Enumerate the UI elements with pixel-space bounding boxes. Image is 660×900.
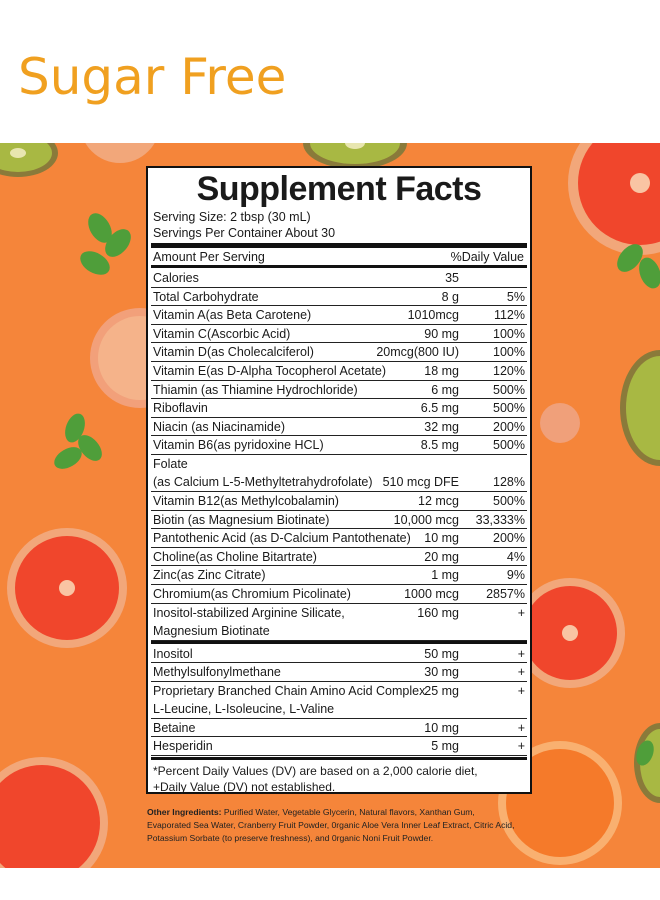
- nutrient-name: Pantothenic Acid (as D-Calcium Pantothenate): [153, 531, 411, 546]
- table-row: [151, 455, 527, 492]
- table-row: [151, 663, 527, 682]
- nutrient-name-detail: Magnesium Biotinate: [153, 623, 270, 638]
- nutrient-name: Vitamin B6(as pyridoxine HCL): [153, 438, 324, 453]
- grapefruit-slice-icon: [568, 143, 660, 255]
- nutrient-amount: 10 mg: [424, 531, 459, 546]
- nutrient-amount: 1010mcg: [407, 308, 459, 323]
- nutrient-dv: +: [517, 720, 525, 735]
- supplement-facts-panel: [146, 166, 532, 794]
- headline: Sugar Free: [18, 48, 287, 106]
- nutrient-dv: +: [517, 683, 525, 698]
- table-row: [151, 645, 527, 664]
- nutrient-dv: +: [517, 605, 525, 620]
- table-row: [151, 269, 527, 288]
- thick-rule: [151, 641, 527, 644]
- nutrient-amount: 10 mg: [424, 720, 459, 735]
- nutrient-amount: 20 mg: [424, 549, 459, 564]
- table-row: [151, 566, 527, 585]
- nutrient-name: Hesperidin: [153, 739, 213, 754]
- table-row: [151, 604, 527, 641]
- table-row: [151, 737, 527, 756]
- nutrient-dv: 100%: [493, 326, 525, 341]
- nutrient-amount: 10,000 mcg: [393, 512, 459, 527]
- nutrient-name-detail: (as Calcium L-5-Methyltetrahydrofolate): [153, 475, 373, 489]
- mint-leaf-icon: [76, 209, 136, 280]
- nutrient-amount: 18 mg: [424, 364, 459, 378]
- nutrient-dv: 9%: [506, 568, 525, 583]
- nutrient-dv: 500%: [493, 382, 525, 397]
- nutrient-name: Calories: [153, 271, 199, 285]
- servings-per-container: Servings Per Container About 30: [153, 226, 336, 240]
- nutrient-dv: 100%: [493, 345, 525, 360]
- table-row: [151, 585, 527, 604]
- kiwi-slice-icon: [620, 350, 660, 466]
- nutrient-name: Biotin (as Magnesium Biotinate): [153, 512, 330, 527]
- header-daily-value: %Daily Value: [450, 250, 524, 264]
- nutrient-amount: 510 mcg DFE: [382, 475, 459, 489]
- nutrient-dv: 500%: [493, 494, 525, 508]
- nutrient-amount: 35: [445, 271, 459, 285]
- table-row: [151, 436, 527, 455]
- nutrient-dv: 120%: [493, 364, 525, 378]
- nutrient-dv: 200%: [493, 419, 525, 434]
- nutrient-name: Total Carbohydrate: [153, 289, 259, 304]
- nutrient-name: Riboflavin: [153, 401, 208, 416]
- nutrient-amount: 8.5 mg: [420, 438, 459, 453]
- nutrient-name: Zinc(as Zinc Citrate): [153, 568, 266, 583]
- table-row: [151, 719, 527, 738]
- nutrient-dv: 33,333%: [475, 512, 525, 527]
- nutrient-dv: 128%: [493, 475, 525, 489]
- other-ingredients: [147, 806, 517, 845]
- nutrient-dv: +: [517, 739, 525, 754]
- nutrient-name: Vitamin A(as Beta Carotene): [153, 308, 312, 323]
- nutrient-name: Vitamin C(Ascorbic Acid): [153, 326, 291, 341]
- table-row: [151, 288, 527, 307]
- other-ingredients-text: Purified Water, Vegetable Glycerin, Natural flavors, Xanthan Gum, Evaporated Sea Water, Cranberry Fruit Powder, 0rganic Aloe Vera Inner Leaf Extract, Citric Acid, Potassium Sorbate (to preserve freshness), and 0rganic Noni Fruit Powder.: [147, 807, 515, 843]
- table-row: [151, 306, 527, 325]
- nutrient-name: Inositol-stabilized Arginine Silicate,: [153, 605, 345, 620]
- table-row: [151, 418, 527, 437]
- nutrient-amount: 1 mg: [431, 568, 459, 583]
- grapefruit-slice-icon: [0, 757, 108, 868]
- nutrient-name: Methylsulfonylmethane: [153, 665, 281, 680]
- orange-slice-icon: [80, 143, 160, 163]
- nutrient-name: Betaine: [153, 720, 196, 735]
- nutrient-amount: 5 mg: [431, 739, 459, 754]
- header-amount-per-serving: Amount Per Serving: [153, 250, 265, 264]
- kiwi-slice-icon: [0, 143, 58, 177]
- nutrient-name: Chromium(as Chromium Picolinate): [153, 587, 351, 601]
- nutrient-amount: 32 mg: [424, 419, 459, 434]
- thick-rule: [151, 243, 527, 248]
- nutrient-dv: 5%: [506, 289, 525, 304]
- nutrient-dv: +: [517, 646, 525, 661]
- serving-size: Serving Size: 2 tbsp (30 mL): [153, 210, 311, 224]
- nutrient-dv: 500%: [493, 401, 525, 416]
- mint-leaf-icon: [51, 411, 107, 473]
- nutrient-name: Vitamin B12(as Methylcobalamin): [153, 494, 339, 508]
- nutrient-amount: 20mcg(800 IU): [376, 345, 459, 360]
- table-row: [151, 529, 527, 548]
- nutrient-dv: 112%: [493, 308, 525, 323]
- nutrient-amount: 25 mg: [424, 683, 459, 698]
- nutrient-name: Niacin (as Niacinamide): [153, 419, 285, 434]
- nutrient-amount: 8 g: [441, 289, 459, 304]
- nutrient-dv: 4%: [506, 549, 525, 564]
- table-row: [151, 511, 527, 530]
- table-row: [151, 325, 527, 344]
- table-row: [151, 548, 527, 567]
- nutrient-name: Folate: [153, 457, 188, 471]
- nutrient-dv: 200%: [493, 531, 525, 546]
- table-row: [151, 362, 527, 381]
- nutrient-name: Thiamin (as Thiamine Hydrochloride): [153, 382, 358, 397]
- nutrient-amount: 6.5 mg: [420, 401, 459, 416]
- nutrient-name: Choline(as Choline Bitartrate): [153, 549, 317, 564]
- nutrient-name-detail: L-Leucine, L-Isoleucine, L-Valine: [153, 701, 335, 716]
- nutrient-name: Vitamin D(as Cholecalciferol): [153, 345, 314, 360]
- grapefruit-slice-icon: [7, 528, 127, 648]
- other-ingredients-label: Other Ingredients:: [147, 807, 222, 817]
- thick-rule: [151, 265, 527, 268]
- table-row: [151, 343, 527, 362]
- nutrient-name: Inositol: [153, 646, 193, 661]
- footer-band: [0, 868, 660, 900]
- table-row: [151, 399, 527, 418]
- nutrient-amount: 12 mcg: [418, 494, 459, 508]
- nutrient-amount: 50 mg: [424, 646, 459, 661]
- nutrient-amount: 160 mg: [417, 605, 459, 620]
- nutrient-amount: 90 mg: [424, 326, 459, 341]
- nutrient-name: Vitamin E(as D-Alpha Tocopherol Acetate): [153, 364, 386, 378]
- nutrient-amount: 1000 mcg: [404, 587, 459, 601]
- footnote-not-established: +Daily Value (DV) not established.: [153, 780, 336, 794]
- nutrient-amount: 30 mg: [424, 665, 459, 680]
- grapefruit-slice-icon: [540, 403, 580, 443]
- nutrient-dv: +: [517, 665, 525, 680]
- nutrient-amount: 6 mg: [431, 382, 459, 397]
- panel-title: Supplement Facts: [196, 170, 482, 208]
- footnote-dv: *Percent Daily Values (DV) are based on a 2,000 calorie diet,: [153, 764, 478, 778]
- table-row: [151, 492, 527, 511]
- nutrient-name: Proprietary Branched Chain Amino Acid Complex: [153, 683, 426, 698]
- nutrient-dv: 2857%: [486, 587, 525, 601]
- thick-rule: [151, 757, 527, 760]
- nutrient-dv: 500%: [493, 438, 525, 453]
- table-row: [151, 381, 527, 400]
- table-row: [151, 682, 527, 719]
